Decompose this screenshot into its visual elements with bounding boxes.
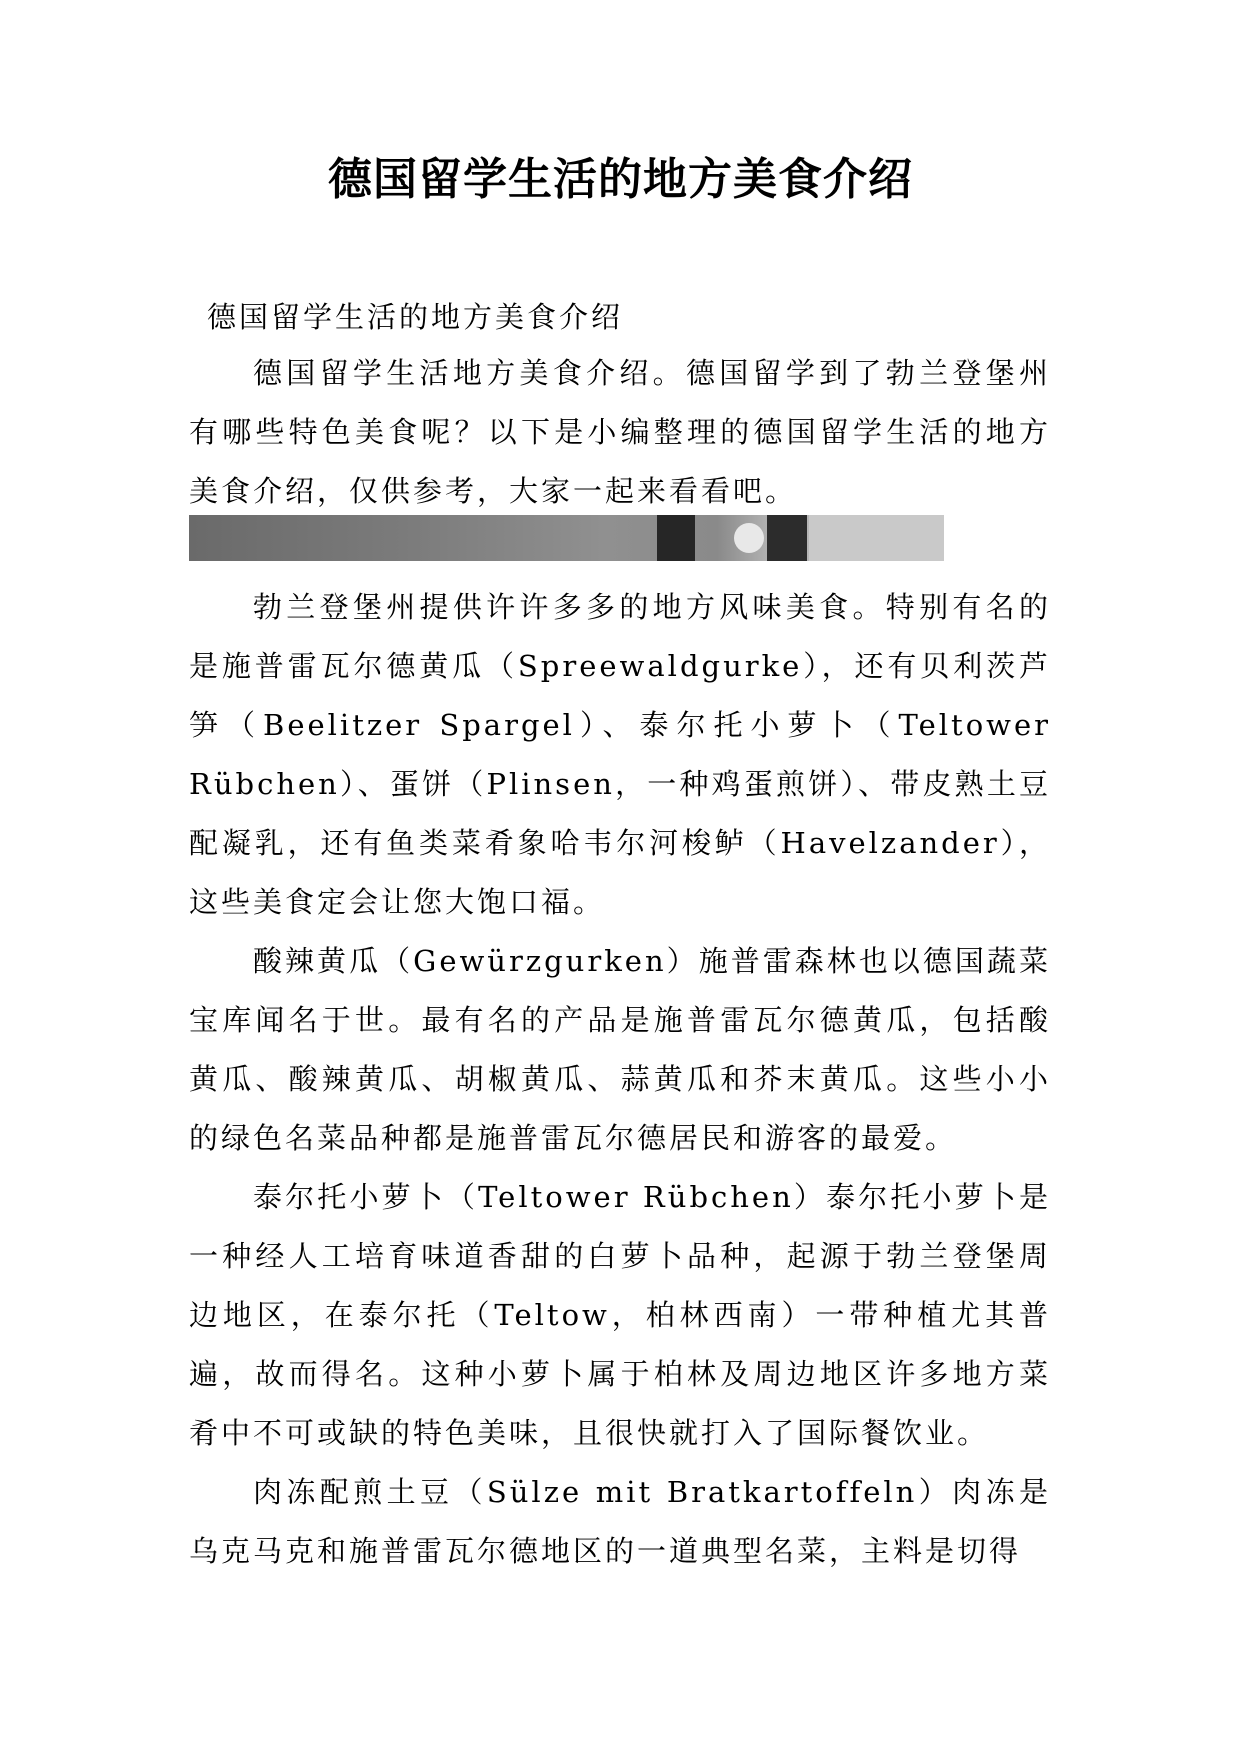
paragraph: 勃兰登堡州提供许许多多的地方风味美食。特别有名的是施普雷瓦尔德黄瓜（Spreewaldgurke），还有贝利茨芦笋（Beelitzer Spargel）、泰尔托小萝卜（Teltower Rübchen）、蛋饼（Plinsen，一种鸡蛋煎饼）、带皮熟土豆配凝乳，还有鱼类菜肴象哈韦尔河梭鲈（Havelzander），这些美食定会让您大饱口福。	[189, 590, 1051, 919]
paragraph: 泰尔托小萝卜（Teltower Rübchen）泰尔托小萝卜是一种经人工培育味道香甜的白萝卜品种，起源于勃兰登堡周边地区，在泰尔托（Teltow，柏林西南）一带种植尤其普遍，故而得名。这种小萝卜属于柏林及周边地区许多地方菜肴中不可或缺的特色美味，且很快就打入了国际餐饮业。	[189, 1180, 1051, 1450]
document-subtitle: 德国留学生活的地方美食介绍	[207, 300, 624, 334]
paragraph: 肉冻配煎土豆（Sülze mit Bratkartoffeln）肉冻是乌克马克和施普雷瓦尔德地区的一道典型名菜，主料是切得	[189, 1475, 1051, 1568]
document-title: 德国留学生活的地方美食介绍	[328, 154, 913, 205]
food-photo-image	[189, 515, 944, 561]
intro-paragraph-block	[189, 344, 1051, 521]
article-body	[189, 578, 1051, 1581]
paragraph: 酸辣黄瓜（Gewürzgurken）施普雷森林也以德国蔬菜宝库闻名于世。最有名的产品是施普雷瓦尔德黄瓜，包括酸黄瓜、酸辣黄瓜、胡椒黄瓜、蒜黄瓜和芥末黄瓜。这些小小的绿色名菜品种都是施普雷瓦尔德居民和游客的最爱。	[189, 944, 1051, 1155]
intro-paragraph: 德国留学生活地方美食介绍。德国留学到了勃兰登堡州有哪些特色美食呢？以下是小编整理的德国留学生活的地方美食介绍，仅供参考，大家一起来看看吧。	[189, 356, 1051, 508]
